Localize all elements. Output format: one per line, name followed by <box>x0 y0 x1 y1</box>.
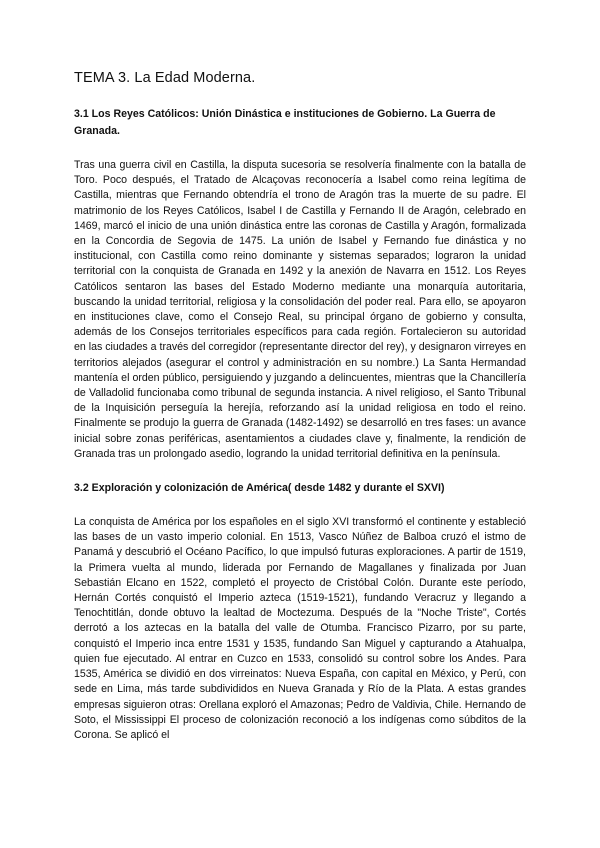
document-title: TEMA 3. La Edad Moderna. <box>74 70 256 86</box>
section-heading-3-1: 3.1 Los Reyes Católicos: Unión Dinástica e instituciones de Gobierno. La Guerra de Granada. <box>74 108 496 137</box>
section-body-3-1: Tras una guerra civil en Castilla, la disputa sucesoria se resolvería finalmente con la batalla de Toro. Poco después, el Tratado de Alcaçovas reconocería a Isabel como reina legítima de Castilla, mientras que Fernando obtendría el trono de Aragón tras la muerte de su padre. El matrimonio de los Reyes Católicos, Isabel I de Castilla y Fernando II de Aragón, celebrado en 1469, marcó el inicio de una unión dinástica entre las coronas de Castilla y Aragón, formalizada en la Concordia de Segovia de 1475. La unión de Isabel y Fernando fue dinástica y no institucional, con Castilla como reino dominante y sistemas separados; lograron la unidad territorial con la conquista de Granada en 1492 y la anexión de Navarra en 1512. Los Reyes Católicos sentaron las bases del Estado Moderno mediante una monarquía autoritaria, buscando la unidad territorial, religiosa y la consolidación del poder real. Para ello, se apoyaron en instituciones clave, como el Consejo Real, su principal órgano de gobierno y consulta, además de los Consejos territoriales específicos para cada región. Fortalecieron su autoridad en las ciudades a través del corregidor (representante director del rey), y designaron virreyes en territorios alejados (asegurar el control y administración en su nombre.) La Santa Hermandad mantenía el orden público, persiguiendo y juzgando a delincuentes, mientras que la Chancillería de Valladolid funcionaba como tribunal de segunda instancia. A nivel religioso, el Santo Tribunal de la Inquisición perseguía la herejía, reforzando así la unidad religiosa en todo el reino. Finalmente se produjo la guerra de Granada (1482-1492) se desarrolló en tres fases: un avance inicial sobre zonas periféricas, asentamientos a ciudades clave y, finalmente, la rendición de Granada tras un prolongado asedio, logrando la unidad territorial definitiva en la península. <box>74 159 526 460</box>
document-page <box>74 70 526 761</box>
section-heading-3-2: 3.2 Exploración y colonización de América( desde 1482 y durante el SXVI) <box>74 482 445 495</box>
section-body-3-2: La conquista de América por los españoles en el siglo XVI transformó el continente y estableció las bases de un vasto imperio colonial. En 1513, Vasco Núñez de Balboa cruzó el istmo de Panamá y descubrió el Océano Pacífico, lo que impulsó futuras exploraciones. A partir de 1519, la Primera vuelta al mundo, liderada por Fernando de Magallanes y finalizada por Juan Sebastián Elcano en 1522, completó el proyecto de Cristóbal Colón. Durante este período, Hernán Cortés conquistó el Imperio azteca (1519-1521), fundando Veracruz y llegando a Tenochtitlán, donde obtuvo la lealtad de Moctezuma. Después de la "Noche Triste", Cortés derrotó a los aztecas en la batalla del valle de Otumba. Francisco Pizarro, por su parte, conquistó el Imperio inca entre 1531 y 1535, fundando San Miguel y capturando a Atahualpa, quien fue ejecutado. Al entrar en Cuzco en 1533, consolidó su control sobre los Andes. Para 1535, América se dividió en dos virreinatos: Nueva España, con capital en México, y Perú, con sede en Lima, más tarde subdivididos en Nueva Granada y Río de la Plata. A estas grandes empresas siguieron otras: Orellana exploró el Amazonas; Pedro de Valdivia, Chile. Hernando de Soto, el Mississippi El proceso de colonización reconoció a los indígenas como súbditos de la Corona. Se aplicó el <box>74 516 526 741</box>
